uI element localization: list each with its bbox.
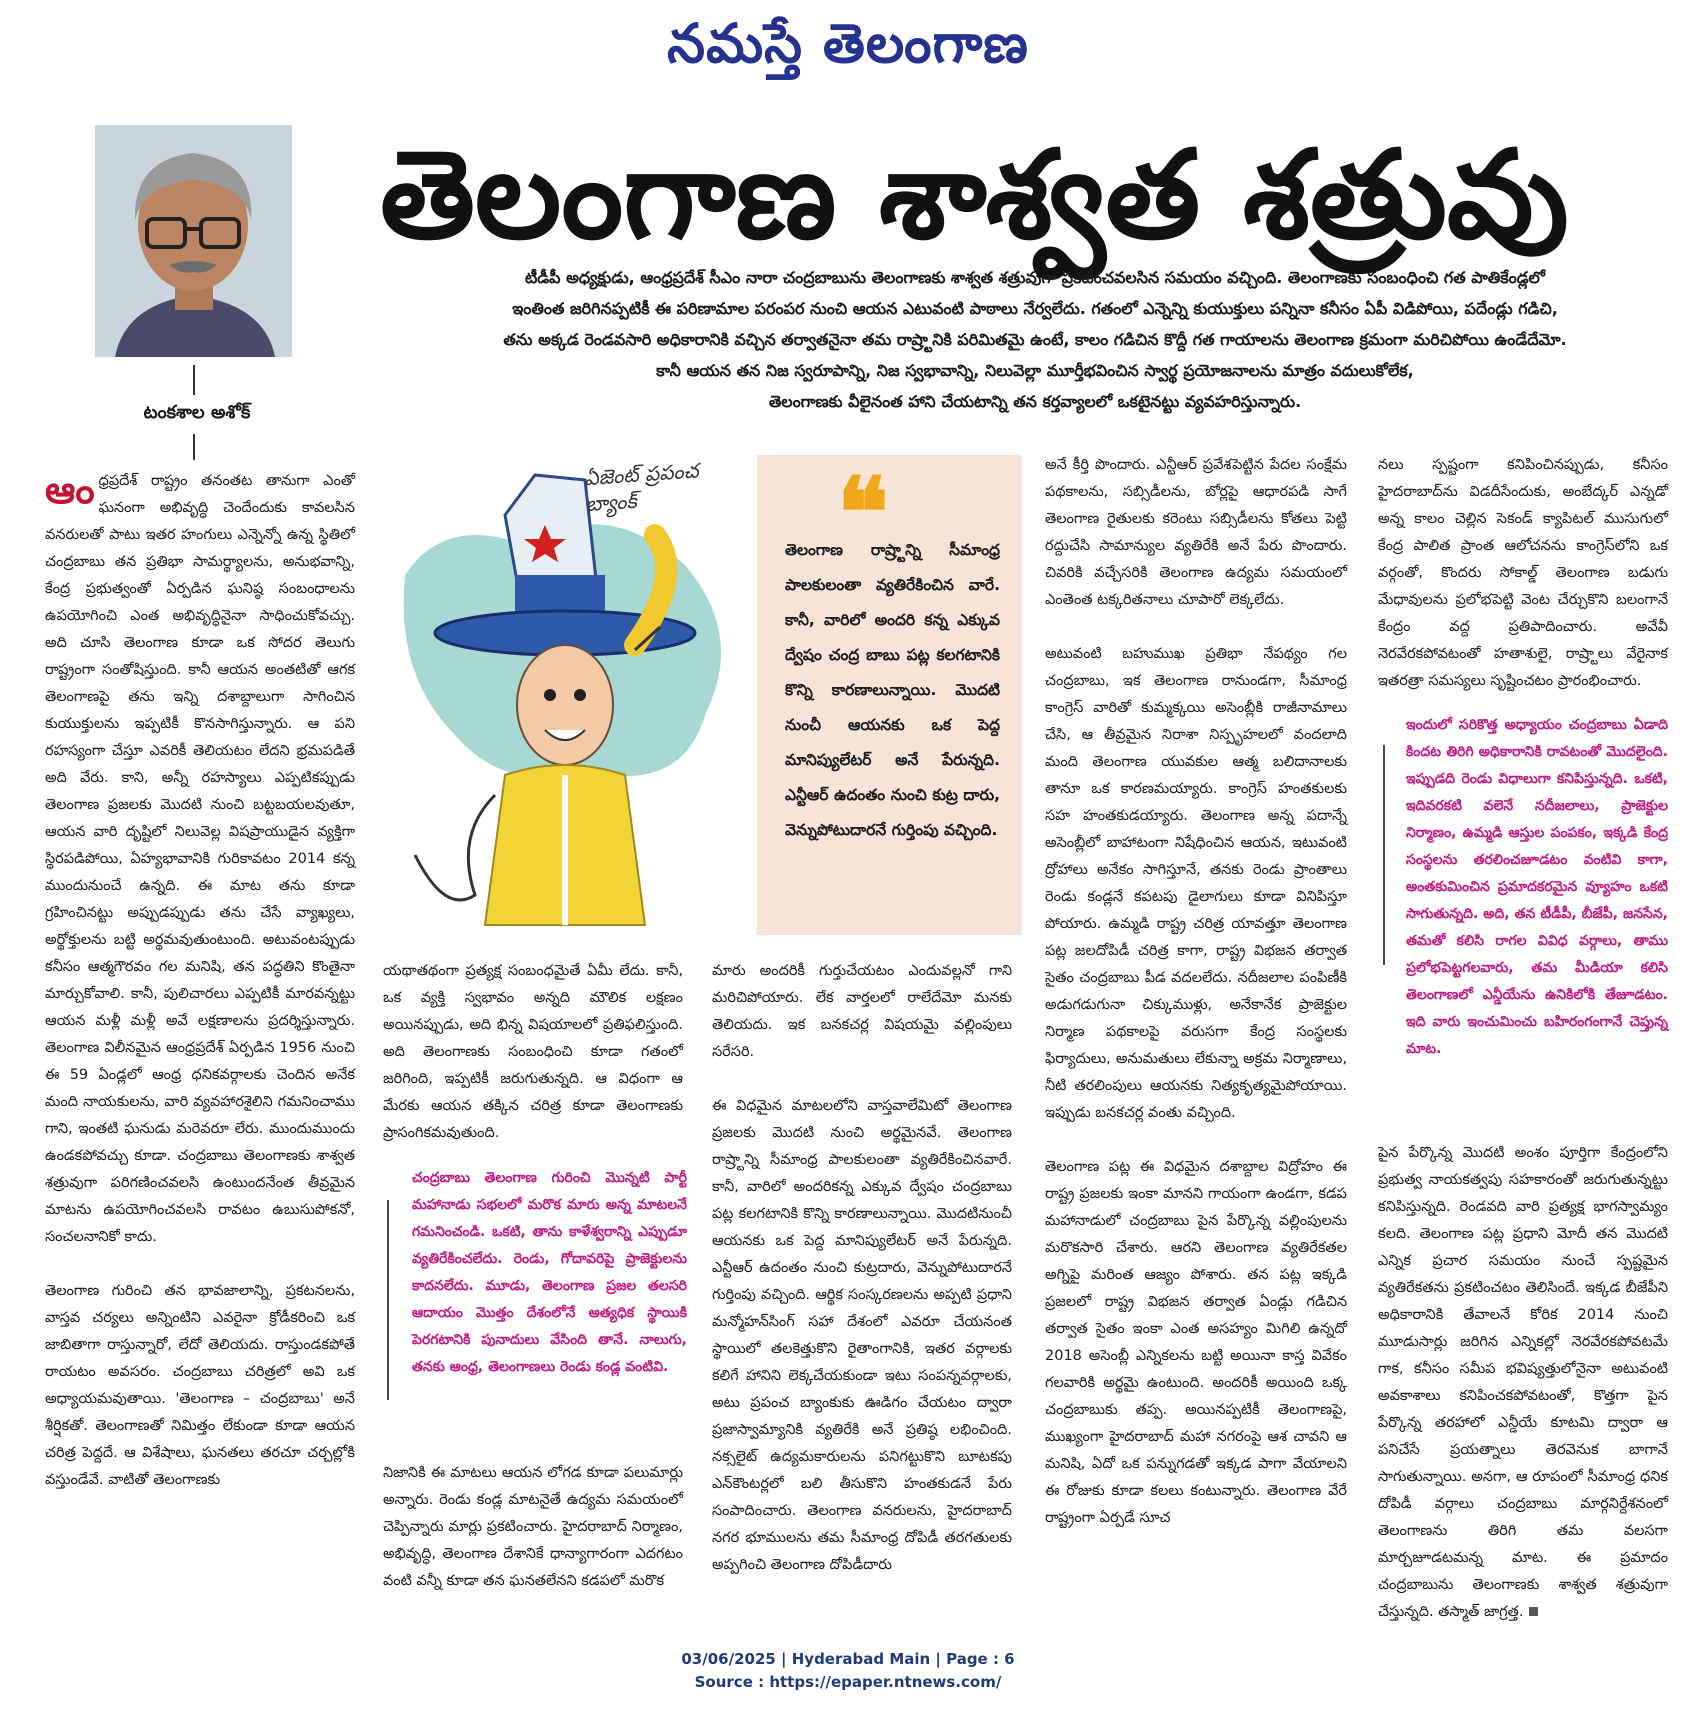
body-paragraph bbox=[45, 468, 355, 1251]
article-column-3 bbox=[712, 958, 1012, 1606]
political-cartoon bbox=[385, 455, 757, 935]
article-column-1 bbox=[45, 468, 355, 1521]
newspaper-masthead: నమస్తే తెలంగాణ bbox=[667, 12, 1029, 75]
paragraph-text: పైన పేర్కొన్న మొదటి అంశం పూర్తిగా కేంద్రంలోని ప్రభుత్వ నాయకత్వపు సహకారంతో జరుగుతున్నట్టు కనిపిస్తున్నది. రెండవది వారి ప్రత్యక్ష భాగస్వామ్యం కలది. తెలంగాణ పట్ల ప్రధాని మోదీ తన మొదటి ఎన్నిక ప్రచార సమయం నుంచే స్పష్టమైన వ్యతిరేకతను ప్రకటించటం తెలిసిందే. ఇక్కడ బీజేపీని అధికారానికి తేవాలనే కోరిక 2014 నుంచి మూడుసార్లు జరిగిన ఎన్నికల్లో నెరవేరకపోవటమే గాక, కనీసం సమీప భవిష్యత్తులోనైనా అటువంటి అవకాశాలు కనిపించకపోవటంతో, కొత్తగా పైన పేర్కొన్న తరహాలో ఎన్డీయే కూటమి ద్వారా ఆ పనిచేసే ప్రయత్నాలు తెరవెనుక బాగానే సాగుతున్నాయి. అనగా, ఆ రూపంలో సీమాంధ్ర ధనిక దోపిడీ వర్గాలు చంద్రబాబు మార్గనిర్దేశనంలో తెలంగాణను తిరిగి తమ వలసగా మార్చజూడటమన్న మాట. ఈ ప్రమాదం చంద్రబాబును తెలంగాణకు శాశ్వత శత్రువుగా చేస్తున్నది. తస్మాత్ జాగ్రత్త. bbox=[1378, 1145, 1668, 1620]
author-name: టంకశాల అశోక్ bbox=[143, 402, 251, 423]
body-paragraph: మారు అందరికీ గుర్తుచేయటం ఎందువల్లనో గాని మరిచిపోయారు. లేక వార్తలలో రాలేదేమో మనకు తెలియదు. ఇక బనకచర్ల విషయమై వల్లింపులు సరేసరి. bbox=[712, 963, 1012, 1060]
intro-line: టీడీపీ అధ్యక్షుడు, ఆంధ్రప్రదేశ్ సీఎం నారా చంద్రబాబును తెలంగాణకు శాశ్వత శత్రువుగా ప్రకటించవలసిన సమయం వచ్చింది. తెలంగాణకు సంబంధించి గత పాతికేండ్లలో bbox=[524, 268, 1546, 287]
body-paragraph: యథాతథంగా ప్రత్యక్ష సంబంధమైతే ఏమీ లేదు. కానీ, ఒక వ్యక్తి స్వభావం అన్నది మౌలిక లక్షణం అయినప్పుడు, అది భిన్న విషయాలలో ప్రతిఫలిస్తుంది. అది తెలంగాణకు సంబంధించి కూడా గతంలో జరిగింది, ఇప్పటికీ జరుగుతున్నది. ఆ విధంగా ఆ మేరకు ఆయన తక్కిన చరిత్ర కూడా తెలంగాణకు ప్రాసంగికమవుతుంది. bbox=[383, 963, 683, 1141]
end-mark-icon bbox=[1529, 1607, 1538, 1616]
author-divider-bottom bbox=[193, 434, 195, 460]
highlight-quote: ఇందులో సరికొత్త అధ్యాయం చంద్రబాబు ఏడాది కిందట తిరిగి అధికారానికి రావటంతో మొదలైంది. ఇప్పుడది రెండు విధాలుగా కనిపిస్తున్నది. ఒకటి, ఇదివరకటి వలెనే నదీజలాలు, ప్రాజెక్టుల నిర్మాణం, ఉమ్మడి ఆస్తుల పంపకం, ఇక్కడి కేంద్ర సంస్థలను తరలించజూడటం వంటివి కాగా, అంతకుమించిన ప్రమాదకరమైన వ్యూహం ఒకటి సాగుతున్నది. అది, తన టీడీపీ, బీజేపీ, జనసేన, తమతో కలిసి రాగల వివిధ వర్గాలు, తాము ప్రలోభపెట్టగలవారు, తమ మీడియా కలిసి తెలంగాణలో ఎన్డీయేను ఉనికిలోకి తేజూడటం. ఇది వారు ఇంచుమించు బహిరంగంగానే చెప్తున్న మాట. bbox=[1406, 717, 1668, 1057]
article-column-5 bbox=[1378, 452, 1668, 722]
highlight-bar bbox=[1383, 745, 1385, 965]
pull-quote-box bbox=[757, 455, 1022, 935]
page-footer-info: 03/06/2025 | Hyderabad Main | Page : 6 bbox=[681, 1650, 1015, 1668]
body-paragraph: తెలంగాణ గురించి తన భావజాలాన్ని, ప్రకటనలను, వాస్తవ చర్యలు అన్నింటిని ఎవరైనా క్రోడీకరించి ఒక జాబితాగా రాస్తున్నారో, లేదో తెలియదు. రాస్తుండకపోతే రాయటం అవసరం. చంద్రబాబు చరిత్రలో అవి ఒక అధ్యాయమవుతాయి. 'తెలంగాణ – చంద్రబాబు' అనే శీర్షికతో. తెలంగాణతో నిమిత్తం లేకుండా కూడా ఆయన చరిత్ర పెద్దదే. ఆ విశేషాలు, ఘనతలు తరచూ చర్చల్లోకి వస్తుండేవే. వాటితో తెలంగాణకు bbox=[45, 1283, 355, 1488]
body-paragraph: తెలంగాణ పట్ల ఈ విధమైన దశాబ్దాల విద్రోహం ఈ రాష్ట్ర ప్రజలకు ఇంకా మానని గాయంగా ఉండగా, కడప మహానాడులో చంద్రబాబు పైన పేర్కొన్న వల్లింపులను మరొకసారి చేశారు. ఆరని తెలంగాణ వ్యతిరేకతల అగ్నిపై మరింత ఆజ్యం పోశారు. తన పట్ల ఇక్కడి ప్రజలలో రాష్ట్ర విభజన తర్వాత ఏండ్లు గడిచిన తర్వాత సైతం ఇంకా ఎంత అసహ్యం మిగిలి ఉన్నదో 2018 అసెంబ్లీ ఎన్నికలను బట్టి అయినా కాస్త వివేకం గలవారికి అర్థమై ఉంటుంది. అందరికీ అయింది ఒక్క చంద్రబాబుకు తప్ప. అయినప్పటికీ తెలంగాణపై, ముఖ్యంగా హైదరాబాద్ మహా నగరంపై ఆశ చావని ఆ మనిషి, ఏదో ఒక పన్నుగడతో ఇక్కడ పాగా వేయాలని ఈ రోజుకు కూడా కలలు కంటున్నారు. తెలంగాణ వేరే రాష్ట్రంగా ఏర్పడే సూచ bbox=[1045, 1159, 1347, 1526]
cartoon-caption: ఏజెంట్ ప్రపంచ బ్యాంక్ bbox=[583, 458, 700, 517]
author-photo bbox=[95, 125, 292, 357]
body-paragraph: ఈ విధమైన మాటలలోని వాస్తవాలేమిటో తెలంగాణ ప్రజలకు మొదటి నుంచి అర్థమైనవే. తెలంగాణ రాష్ర్టాన్ని సీమాంధ్ర పాలకులంతా వ్యతిరేకించినవారే. కానీ, వారిలో అందరికన్న ఎక్కువ ద్వేషం చంద్రబాబు పట్ల కలగటానికి కొన్ని కారణాలున్నాయి. మొదటినుంచీ ఆయనకు ఒక పెద్ద మానిప్యులేటర్ అనే పేరున్నది. ఎన్టీఆర్ ఉదంతం నుంచి కుట్రదారు, వెన్నుపోటుదారనే గుర్తింపు వచ్చింది. ఆర్థిక సంస్కరణలను అప్పటి ప్రధాని మన్మోహన్‌సింగ్ సహా దేశంలో ఎవరూ చేయనంత స్థాయిలో తలకెత్తుకొని రైతాంగానికి, ఇతర వర్గాలకు కలిగే హానిని లెక్కచేయకుండా ఇటు సంపన్నవర్గాలకు, అటు ప్రపంచ బ్యాంకుకు ఊడిగం చేయటం ద్వారా ప్రజాస్వామ్యానికి వ్యతిరేకి అనే ప్రతిష్ఠ లభించింది. నక్సలైట్ ఉద్యమకారులను పనిగట్టుకొని బూటకపు ఎన్‌కౌంటర్లలో బలి తీసుకొని హంతకుడనే పేరు సంపాదించారు. తెలంగాణ వనరులను, హైదరాబాద్ నగర భూములను తమ సీమాంధ్ర దోపిడీ తరగతులకు అప్పగించి తెలంగాణ దోపిడీదారు bbox=[712, 1098, 1012, 1573]
body-paragraph: నలు స్పష్టంగా కనిపించినప్పుడు, కనీసం హైదరాబాద్‌ను విడదీసేందుకు, అంబేద్కర్ ఎన్నడో అన్న కాలం చెల్లిన సెకండ్ క్యాపిటల్ ముసుగులో కేంద్ర పాలిత ప్రాంత ఆలోచనను కాంగ్రెస్‌లోని ఒక వర్గంతో, కొందరు సోకాల్డ్ తెలంగాణ బడుగు మేధావులను ప్రలోభపెట్టి వెంట చేర్చుకొని బలంగానే కేంద్రం వద్ద ప్రతిపాదించారు. అవేవీ నెరవేరకపోవటంతో హతాశులై, రాష్ర్టాలు వేరైనాక ఇతరత్రా సమస్యలు సృష్టించటం ప్రారంభించారు. bbox=[1378, 457, 1668, 689]
highlight-quote: చంద్రబాబు తెలంగాణ గురించి మొన్నటి పార్టీ మహానాడు సభలలో మరొక మారు అన్న మాటలనే గమనించండి. ఒకటి, తాను కాళేశ్వరాన్ని ఎప్పుడూ వ్యతిరేకించలేదు. రెండు, గోదావరిపై ప్రాజెక్టులను కాదనలేదు. మూడు, తెలంగాణ ప్రజల తలసరి ఆదాయం మొత్తం దేశంలోనే అత్యధిక స్థాయికి పెరగటానికి పునాదులు వేసింది తానే. నాలుగు, తనకు ఆంధ్ర, తెలంగాణలు రెండు కండ్ల వంటివి. bbox=[412, 1170, 687, 1375]
body-paragraph: అటువంటి బహుముఖ ప్రతిభా నేపథ్యం గల చంద్రబాబు, ఇక తెలంగాణ రానుండగా, సీమాంధ్ర కాంగ్రెస్ వారితో కుమ్మక్కయి అసెంబ్లీకి రాజీనామాలు చేసి, ఆ తీవ్రమైన నిరాశా నిస్పృహలలో వందలాది మంది తెలంగాణ యువకుల ఆత్మ బలిదానాలకు తానూ ఒక కారణమయ్యారు. కాంగ్రెస్ హంతకులకు సహ హంతకుడయ్యారు. తెలంగాణ అన్న పదాన్నే అసెంబ్లీలో బాహాటంగా నిషేధించిన ఆయన, ఇటువంటి ద్రోహాలు అనేకం సాగిస్తూనే, తనకు రెండు ప్రాంతాలు రెండు కండ్లనే కపటపు డైలాగులు కూడా వినిపిస్తూ పోయారు. ఉమ్మడి రాష్ట్ర చరిత్ర యావత్తూ తెలంగాణ పట్ల జలదోపిడీ చరిత్ర కాగా, రాష్ట్ర విభజన తర్వాత సైతం చంద్రబాబు పీడ వదలలేదు. నదీజలాల పంపిణీకి అడుగడుగునా చిక్కుముళ్లు, అనేకానేక ప్రాజెక్టుల నిర్మాణ పథకాలపై వరుసగా కేంద్ర సంస్థలకు ఫిర్యాదులు, అనుమతులు లేకున్నా అక్రమ నిర్మాణాలు, నీటి తరలింపులు ఆయనకు నిత్యకృత్యమైపోయాయి. ఇప్పుడు బనకచర్ల వంతు వచ్చింది. bbox=[1045, 646, 1347, 1121]
article-column-4 bbox=[1045, 452, 1347, 1559]
article-intro bbox=[400, 262, 1670, 417]
quote-mark-icon: ❝ bbox=[837, 456, 889, 569]
article-column-2 bbox=[383, 958, 683, 1174]
body-paragraph: నిజానికి ఈ మాటలు ఆయన లోగడ కూడా పలుమార్లు అన్నారు. రెండు కండ్ల మాటనైతే ఉద్యమ సమయంలో చెప్పిన్నారు మార్లు ప్రకటించారు. హైదరాబాద్ నిర్మాణం, అభివృద్ధి, తెలంగాణ దేశానికే ధాన్యాగారంగా ఎదగటం వంటి వన్నీ కూడా తన ఘనతలేనని కడపలో మరొక bbox=[383, 1465, 683, 1589]
paragraph-text: ధ్రప్రదేశ్ రాష్ట్రం తనంతట తానుగా ఎంతో ఘనంగా అభివృద్ధి చెందేందుకు కావలసిన వనరులతో పాటు ఇతర హంగులు ఎన్నెన్నో ఉన్న స్థితిలో చంద్రబాబు తన ప్రతిభా సామర్థ్యాలను, అనుభవాన్ని, కేంద్ర ప్రభుత్వంతో ఏర్పడిన ఘనిష్ఠ సంబంధాలను ఉపయోగించి ఎంత అభివృద్ధినైనా సాధించుకోవచ్చు. అది చూసి తెలంగాణ కూడా ఒక సోదర తెలుగు రాష్ట్రంగా సంతోషిస్తుంది. కానీ ఆయన అంతటితో ఆగక తెలంగాణపై తను ఇన్ని దశాబ్దాలుగా సాగించిన కుయుక్తులను ఇప్పటికీ కొనసాగిస్తున్నారు. ఆ పని రహస్యంగా చేస్తూ ఎవరికీ తెలియటం లేదని భ్రమపడితే అది వేరు. కాని, అన్నీ రహస్యాలు ఎప్పటికప్పుడు తెలంగాణ ప్రజలకు మొదటి నుంచి బట్టబయలవుతూ, ఆయన వారి దృష్టిలో నిలువెల్ల విషప్రాయుడైన వ్యక్తిగా స్థిరపడిపోయి, ఏహ్యభావానికి గురికావటం 2014 కన్న ముందునుంచే ఉన్నది. ఈ మాట తను కూడా గ్రహించినట్టు అప్పుడప్పుడు తను చేసే వ్యాఖ్యలు, అర్థోక్తులను బట్టి అర్థమవుతుంటుంది. అటువంటప్పుడు కనీసం ఆత్మగౌరవం గల మనిషి, తన పద్ధతిని కొంతైనా మార్చుకోవాలి. కానీ, పులిచారలు ఎప్పటికీ మారవన్నట్టు ఆయన మళ్లీ మళ్లీ అవే లక్షణాలను ప్రదర్శిస్తున్నారు. తెలంగాణ విలీనమైన ఆంధ్రప్రదేశ్ ఏర్పడిన 1956 నుంచి ఈ 59 ఏండ్లలో ఆంధ్ర ధనికవర్గాలకు చెందిన అనేక మంది నాయకులను, వారి వ్యవహారశైలిని గమనించాము గాని, ఇంతటి ఘనుడు మరెవరూ లేరు. ముందుముందు ఉండకపోవచ్చు కూడా. చంద్రబాబు తెలంగాణకు శాశ్వత శత్రువుగా పరిగణించవలసి ఉంటుందనేంత తీవ్రమైన మాటను ఉపయోగించవలసి రావటం ఉబుసుపోకనో, సంచలనానికో కాదు. bbox=[45, 473, 355, 1245]
author-divider-top bbox=[193, 365, 195, 395]
pull-quote-text: తెలంగాణ రాష్ర్టాన్ని సీమాంధ్ర పాలకులంతా వ్యతిరేకించిన వారే. కానీ, వారిలో అందరి కన్న ఎక్కువ ద్వేషం చంద్ర బాబు పట్ల కలగటానికి కొన్ని కారణాలున్నాయి. మొదటి నుంచీ ఆయనకు ఒక పెద్ద మానిప్యులేటర్ అనే పేరున్నది. ఎన్టీఆర్ ఉదంతం నుంచి కుట్ర దారు, వెన్నుపోటుదారనే గుర్తింపు వచ్చింది. bbox=[785, 541, 1000, 839]
article-column-5-continued bbox=[1378, 1140, 1668, 1653]
body-paragraph bbox=[1378, 1140, 1668, 1626]
intro-line: ఇంతింత జరిగినప్పటికీ ఈ పరిణామాల పరంపర నుంచి ఆయన ఎటువంటి పాఠాలు నేర్వలేదు. గతంలో ఎన్నెన్ని కుయుక్తులు పన్నినా కనీసం ఏపీ విడిపోయి, పదేండ్లు గడిచి, bbox=[512, 299, 1558, 318]
body-paragraph: అనే కీర్తి పొందారు. ఎన్టీఆర్ ప్రవేశపెట్టిన పేదల సంక్షేమ పథకాలను, సబ్సిడీలను, బోర్లపై ఆధారపడి సాగే తెలంగాణ రైతులకు కరెంటు సబ్సిడీలను కోతలు పెట్టి రద్దుచేసి సామాన్యుల వ్యతిరేకి అనే పేరు పొందారు. చివరికి వచ్చేసరికి తెలంగాణ ఉద్యమ సమయంలో ఎంతెంత టక్కరితనాలు చూపారో లెక్కలేదు. bbox=[1045, 457, 1347, 608]
article-headline: తెలంగాణ శాశ్వత శత్రువు bbox=[380, 124, 1569, 266]
highlight-bar bbox=[387, 1200, 389, 1400]
page-footer-source: Source : https://epaper.ntnews.com/ bbox=[694, 1673, 1002, 1691]
intro-line: తెలంగాణకు వీలైనంత హాని చేయటాన్ని తన కర్తవ్యాలలో ఒకటైనట్టు వ్యవహరిస్తున్నారు. bbox=[768, 392, 1302, 411]
intro-line: కానీ ఆయన తన నిజ స్వరూపాన్ని, నిజ స్వభావాన్ని, నిలువెల్లా మూర్తీభవించిన స్వార్థ ప్రయోజనాలను మాత్రం వదులుకోలేక, bbox=[656, 361, 1414, 380]
article-column-2-continued bbox=[383, 1460, 683, 1622]
drop-cap: ఆం bbox=[45, 468, 95, 512]
intro-line: తను అక్కడ రెండవసారి అధికారానికి వచ్చిన తర్వాతనైనా తమ రాష్ర్టానికి పరిమితమై ఉంటే, కాలం గడిచిన కొద్దీ గత గాయాలను తెలంగాణ క్రమంగా మరిచిపోయి ఉండేదేమో. bbox=[503, 330, 1567, 349]
